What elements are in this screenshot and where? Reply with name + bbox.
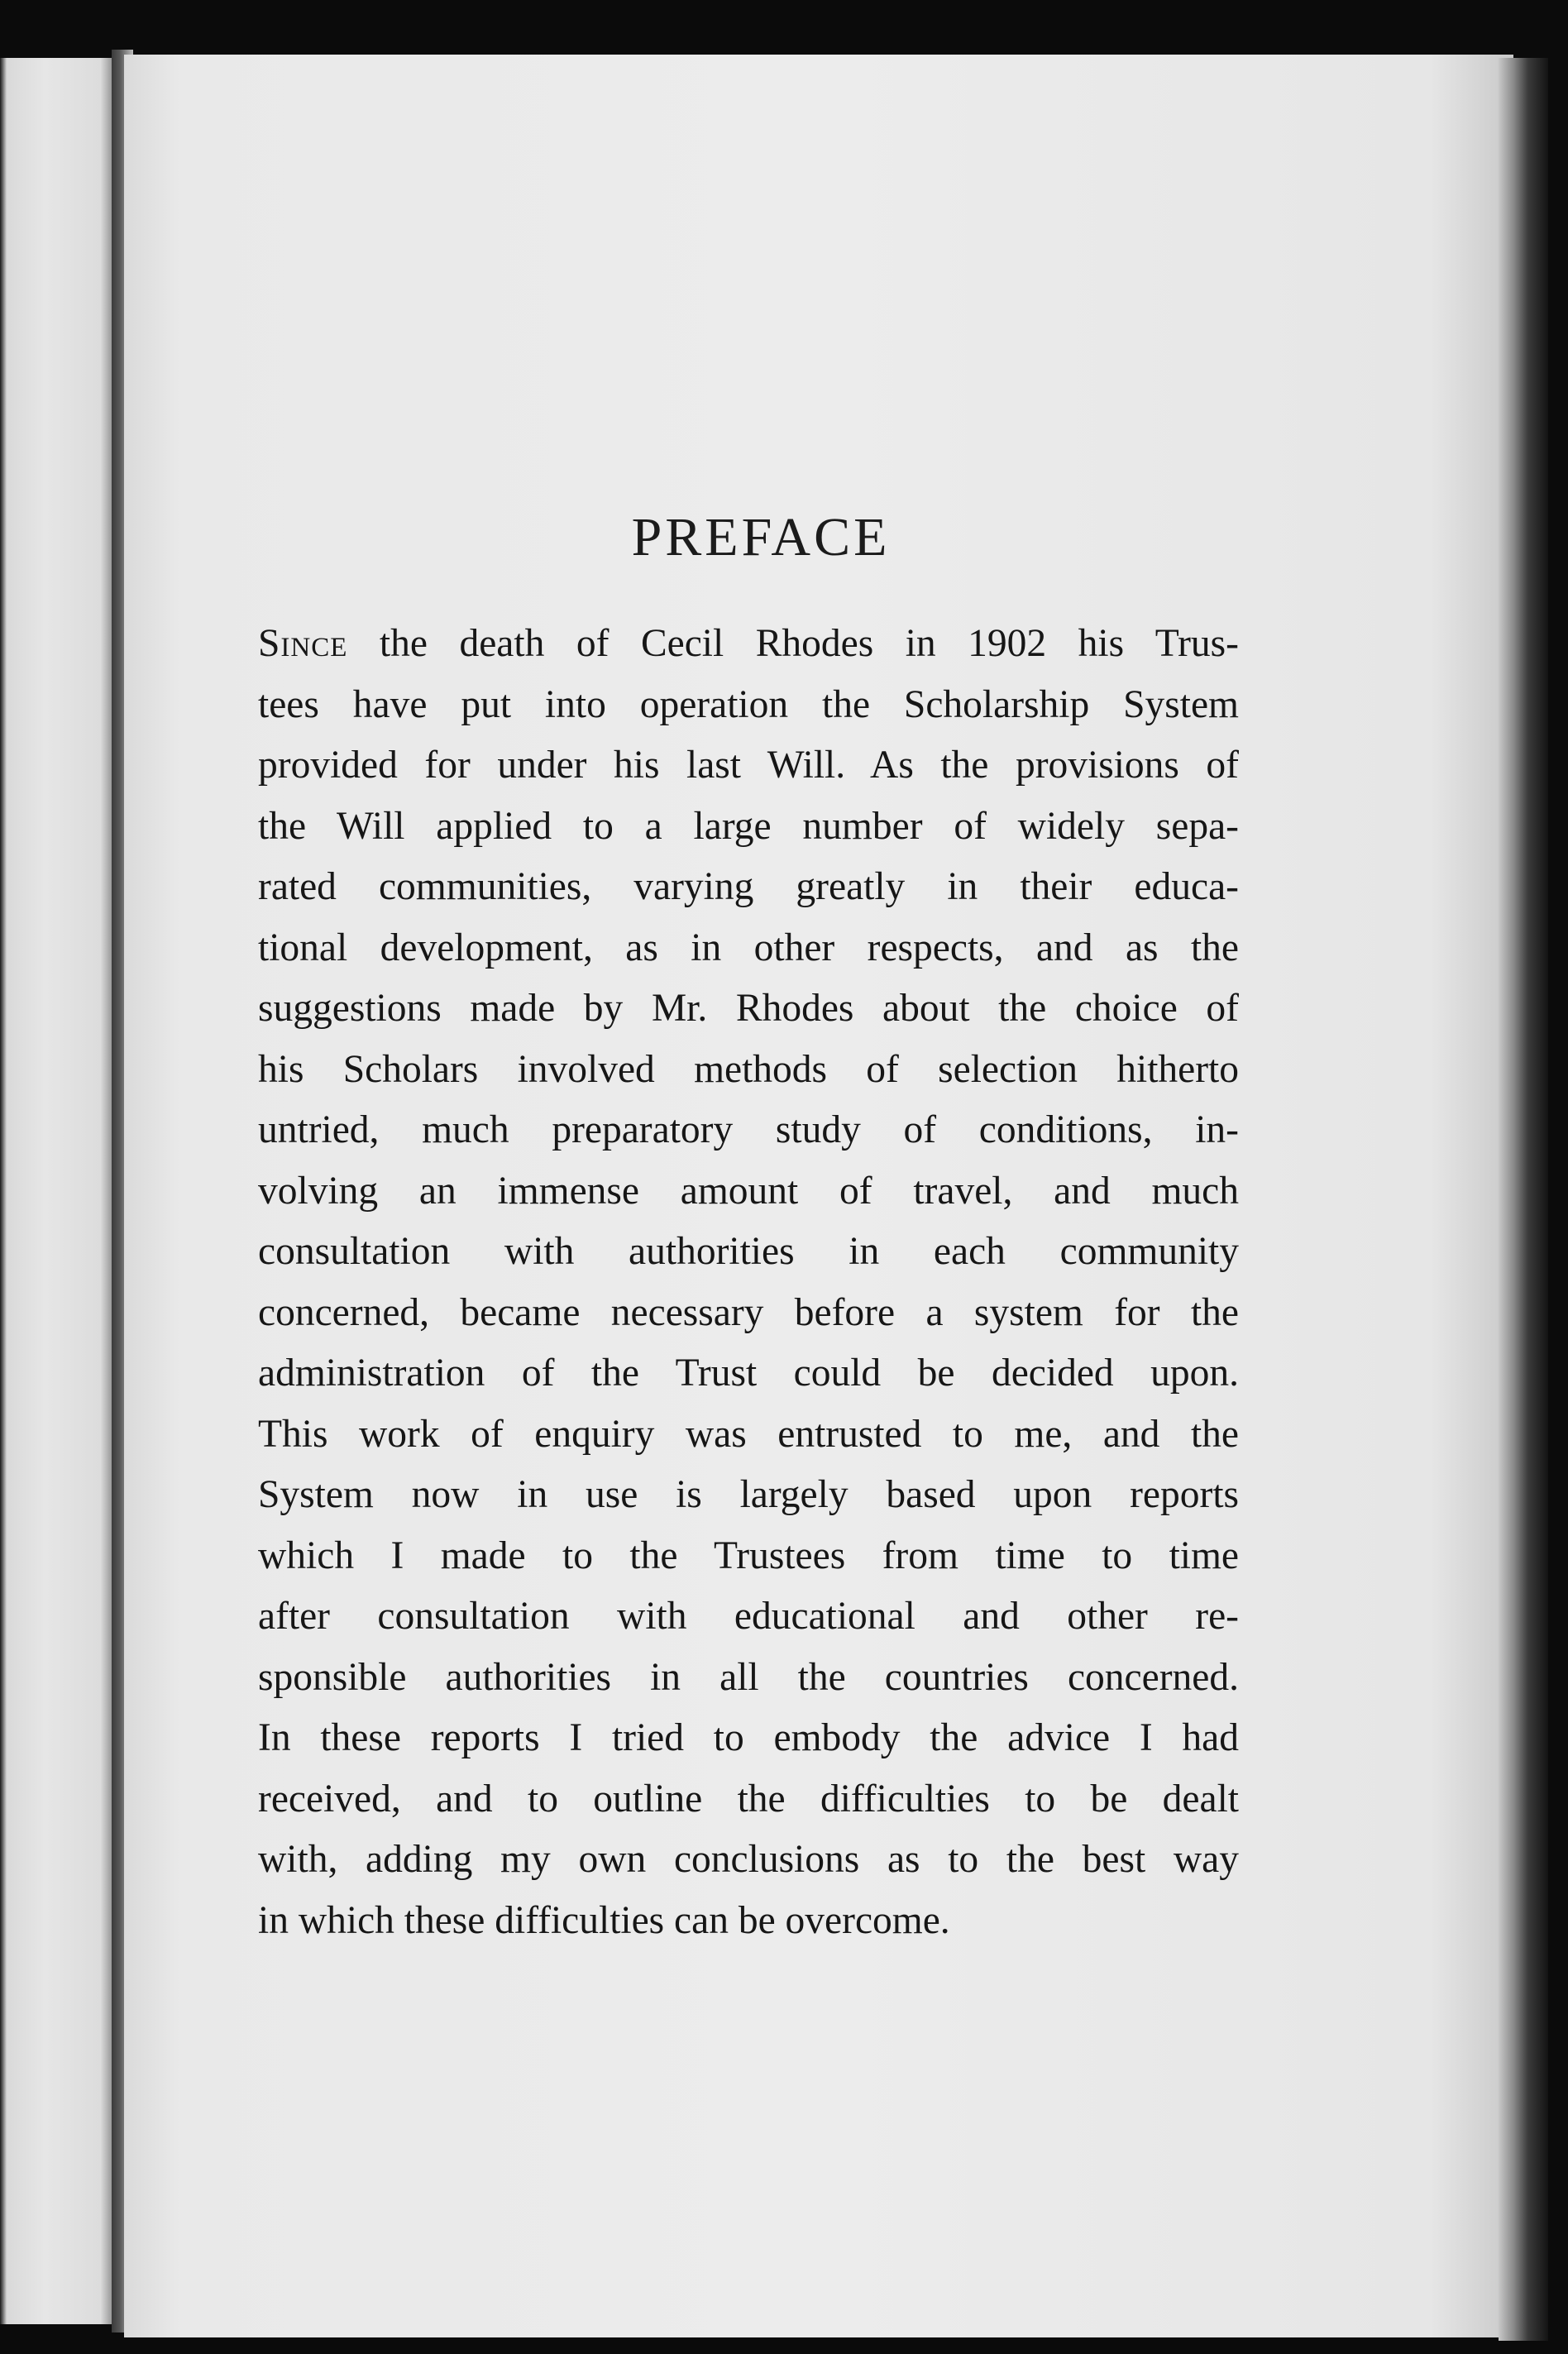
text-line: administration of the Trust could be decided upon. [258, 1352, 1239, 1395]
text-line: received, and to outline the difficulties to be dealt [258, 1777, 1239, 1821]
lead-word: Since [258, 622, 348, 665]
text-line: This work of enquiry was entrusted to me, and the [258, 1412, 1239, 1456]
preface-paragraph [258, 614, 1239, 1951]
text-line: which I made to the Trustees from time to time [258, 1533, 1239, 1577]
text-line: sponsible authorities in all the countries concerned. [258, 1655, 1239, 1699]
text-line: untried, much preparatory study of conditions, in- [258, 1108, 1239, 1151]
text-line: with, adding my own conclusions as to the best way [258, 1838, 1239, 1881]
text-line: In these reports I tried to embody the advice I had [258, 1716, 1239, 1759]
text-line: rated communities, varying greatly in their educa- [258, 865, 1239, 908]
text-line: tees have put into operation the Scholarship System [258, 682, 1239, 726]
right-page-edge [1499, 58, 1548, 2341]
text-line [258, 614, 1239, 675]
text-line: concerned, became necessary before a system for the [258, 1290, 1239, 1334]
text-line: in which these difficulties can be overcome. [258, 1898, 950, 1942]
text-line: tional development, as in other respects, and as the [258, 926, 1239, 969]
text-line: System now in use is largely based upon reports [258, 1473, 1239, 1516]
text-line: provided for under his last Will. As the provisions of [258, 744, 1239, 787]
page-title: PREFACE [631, 507, 891, 567]
text-line: volving an immense amount of travel, and much [258, 1169, 1239, 1213]
text-line: after consultation with educational and other re- [258, 1595, 1239, 1638]
text-line: consultation with authorities in each community [258, 1230, 1239, 1273]
text-line: his Scholars involved methods of selection hitherto [258, 1047, 1239, 1091]
left-page-edge [0, 58, 112, 2324]
text-line: suggestions made by Mr. Rhodes about the choice of [258, 987, 1239, 1030]
text-line: the Will applied to a large number of widely sepa- [258, 804, 1239, 848]
line-text: the death of Cecil Rhodes in 1902 his Trus- [347, 622, 1239, 665]
